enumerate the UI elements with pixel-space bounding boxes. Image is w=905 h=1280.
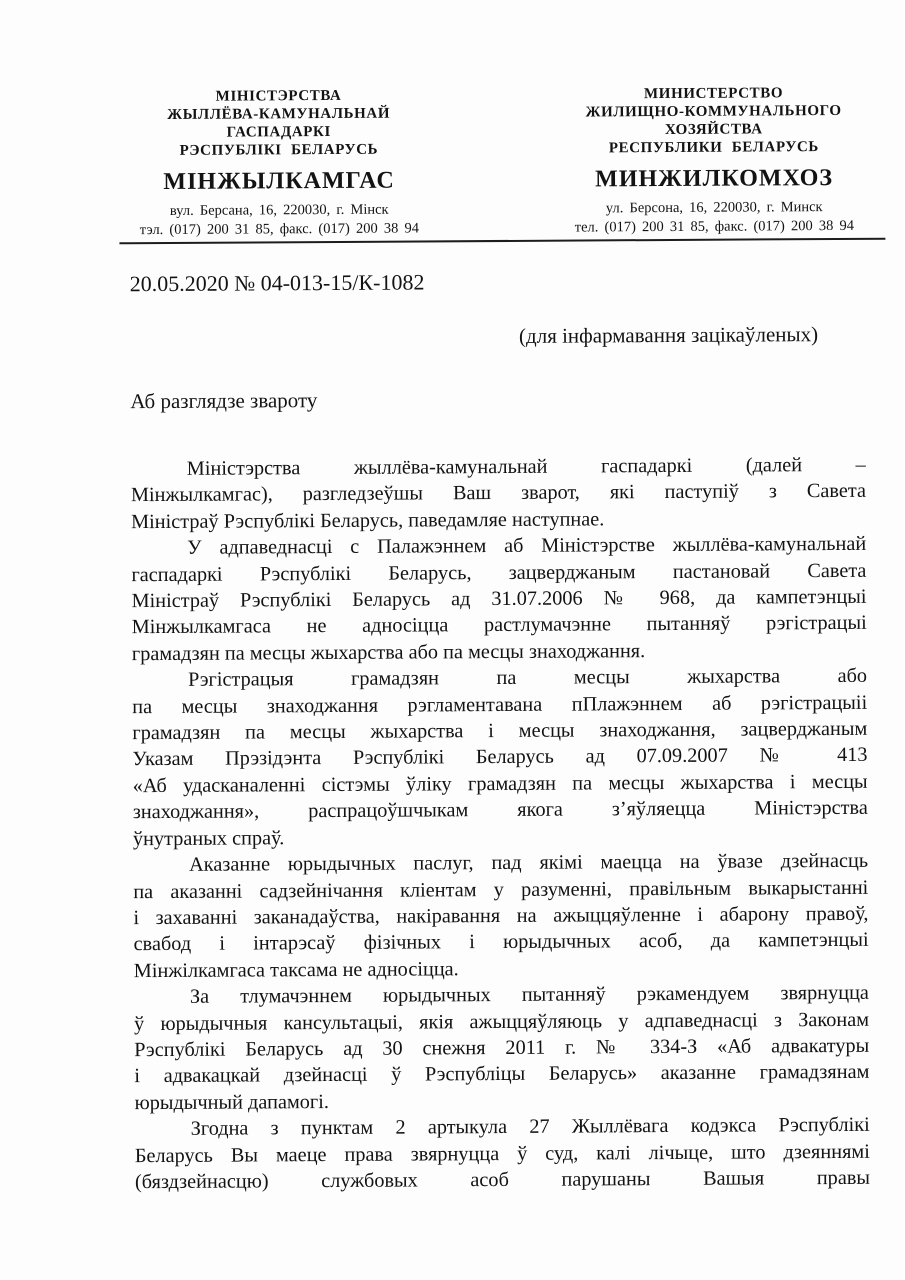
body-line: Мінжілкамгаса таксама не адносіцца.	[133, 957, 459, 982]
body-line: ўнутраных спраў.	[132, 826, 285, 850]
org-name-russian	[543, 84, 885, 158]
org-name-line: ХОЗЯЙСТВА	[664, 121, 763, 139]
subject-line: Аб разглядзе звароту	[130, 388, 318, 414]
info-note: (для інфармавання зацікаўленых)	[518, 322, 819, 348]
body-line: «Аб удасканаленні сістэмы ўліку грамадзян па месцы жыхарства і месцы	[132, 770, 868, 798]
letter-body	[131, 452, 870, 1196]
body-line: Беларусь Вы маеце права звярнуцца ў суд, калі лічыце, што дзеяннямі	[134, 1140, 870, 1167]
body-line: Згодна з пунктам 2 артыкула 27 Жыллёвага кодэкса Рэспублікі	[190, 1113, 870, 1140]
org-name-line: ГАСПАДАРКІ	[226, 123, 331, 141]
body-line: ў юрыдычныя кансультацыі, якія ажыццяўляюць у адпаведнасці з Законам	[134, 1008, 870, 1035]
ministry-short-name-right: МИНЖИЛКОМХОЗ	[595, 165, 834, 193]
reference-number: 20.05.2020 № 04-013-15/К-1082	[129, 269, 425, 297]
body-line: Міністраў Рэспублікі Беларусь ад 31.07.2006 № 968, да кампетэнцыі	[131, 585, 867, 613]
body-line: Рэгістрацыя грамадзян па месцы жыхарства або	[187, 665, 868, 692]
body-paragraph	[135, 1112, 870, 1196]
org-name-line: РЕСПУБЛИКИ БЕЛАРУСЬ	[608, 139, 819, 157]
org-name-line: ЖЫЛЛЁВА-КАМУНАЛЬНАЙ	[167, 105, 391, 123]
body-paragraph	[133, 848, 869, 984]
org-name-line: ЖИЛИЩНО-КОММУНАЛЬНОГО	[585, 102, 842, 121]
body-line: і захаванні заканадаўства, накіравання на ажыццяўленне і абарону правоў,	[133, 902, 869, 930]
org-name-line: МИНИСТЕРСТВО	[643, 85, 784, 103]
org-name-line: РЭСПУБЛІКІ БЕЛАРУСЬ	[179, 141, 379, 159]
body-line: Мінжылкамгас), разгледзеўшы Ваш зварот, які паступіў з Савета	[130, 480, 866, 507]
body-line: свабод і інтарэсаў фізічных і юрыдычных асоб, да кампетэнцыі	[133, 929, 869, 956]
body-line: За тлумачэннем юрыдычных пытанняў рэкамендуем звярнуцца	[189, 981, 869, 1008]
org-name-line: МІНІСТЭРСТВА	[215, 87, 342, 105]
phone-line-right: тел. (017) 200 31 85, факс. (017) 200 38 94	[574, 217, 855, 236]
body-line: па месцы знаходжання рэгламентавана пПлажэннем аб рэгістрацыіі	[132, 691, 868, 718]
letterhead-right	[543, 84, 886, 238]
body-line: грамадзян па месцы жыхарства або па месцы знаходжання.	[131, 639, 646, 666]
letter-content	[2, 266, 905, 1197]
body-line: У адпаведнасці с Палажэннем аб Міністэрстве жыллёва-камунальнай	[187, 533, 867, 560]
ministry-short-name-left: МІНЖЫЛКАМГАС	[163, 167, 395, 195]
body-line: па аказанні садзейнічання кліентам у разуменні, правільным выкарыстанні	[133, 876, 869, 903]
letterhead	[119, 84, 886, 241]
org-name-belarusian	[119, 86, 439, 160]
body-line: і адвакацкай дзейнасці ў Рэспубліцы Беларусь» аказанне грамадзянам	[134, 1061, 870, 1088]
body-paragraph	[131, 452, 866, 536]
body-line: Міністраў Рэспублікі Беларусь, паведамляе наступнае.	[131, 508, 605, 533]
body-line: Аказанне юрыдычных паслуг, пад якімі маецца на ўвазе дзейнасць	[189, 849, 869, 876]
body-line: (бяздзейнасцю) службовых асоб парушаны Вашыя правы	[134, 1166, 871, 1194]
body-line: Мінжылкамгаса не адносіцца растлумачэнне пытанняў рэгістрацыі	[131, 612, 867, 639]
phone-line-left: тэл. (017) 200 31 85, факс. (017) 200 38 94	[139, 220, 419, 239]
address-line-right: ул. Берсона, 16, 220030, г. Минск	[605, 199, 823, 217]
body-line: юрыдычный дапамогі.	[134, 1090, 329, 1114]
body-line: Указам Прэзідэнта Рэспублікі Беларусь ад 07.09.2007 № 413	[132, 744, 868, 771]
body-paragraph	[131, 531, 867, 667]
body-line: Міністэрства жыллёва-камунальнай гаспадаркі (далей –	[186, 453, 866, 480]
body-line: Рэспублікі Беларусь ад 30 снежня 2011 г. № 334-З «Аб адвакатуры	[134, 1034, 870, 1062]
body-paragraph	[134, 980, 870, 1116]
body-line: знаходжання», распрацоўшчыкам якога з’яўляецца Міністэрства	[132, 797, 868, 824]
address-line-left: вул. Берсана, 16, 220030, г. Мінск	[169, 201, 389, 219]
letterhead-left	[119, 86, 440, 240]
body-line: грамадзян па месцы жыхарства і месцы знаходжання, зацверджаным	[132, 717, 868, 745]
body-paragraph	[132, 663, 868, 852]
body-line: гаспадаркі Рэспублікі Беларусь, зацверджаным пастановай Савета	[131, 559, 867, 586]
